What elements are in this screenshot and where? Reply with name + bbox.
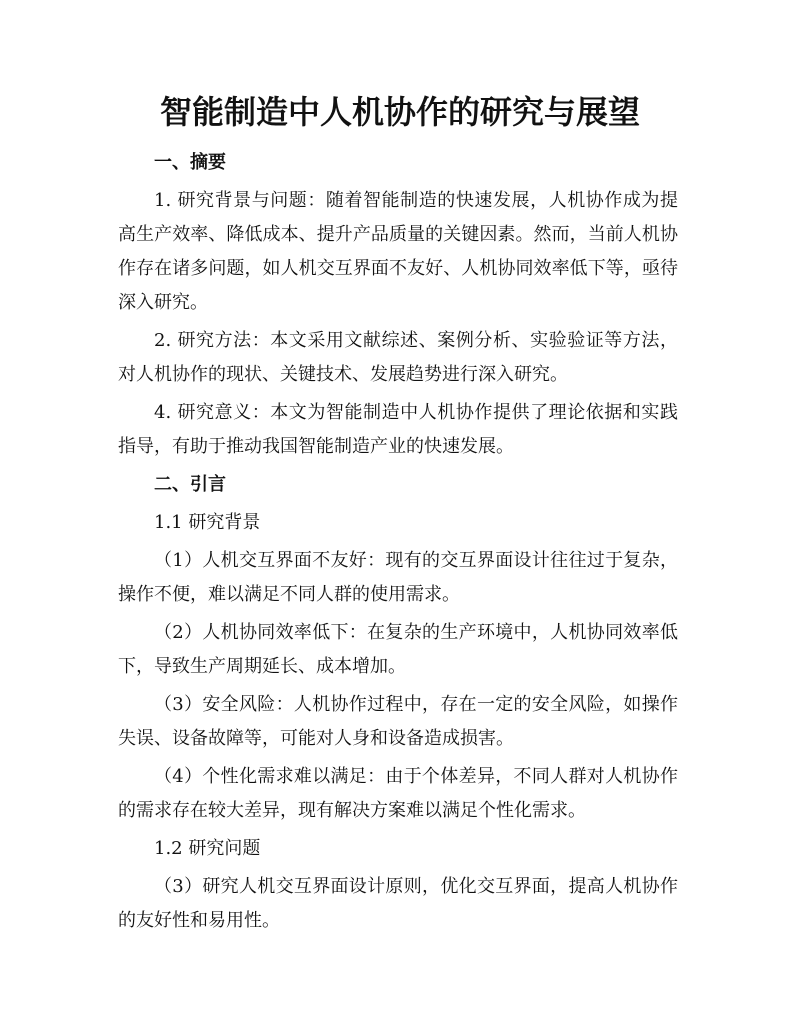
document-body bbox=[118, 146, 678, 942]
background-item: （2）人机协同效率低下：在复杂的生产环境中，人机协同效率低下，导致生产周期延长、成本增加。 bbox=[118, 622, 678, 677]
abstract-paragraph: 4. 研究意义：本文为智能制造中人机协作提供了理论依据和实践指导，有助于推动我国智能制造产业的快速发展。 bbox=[118, 402, 678, 457]
abstract-paragraph: 2. 研究方法：本文采用文献综述、案例分析、实验验证等方法，对人机协作的现状、关键技术、发展趋势进行深入研究。 bbox=[118, 330, 678, 385]
background-item: （1）人机交互界面不友好：现有的交互界面设计往往过于复杂，操作不便，难以满足不同人群的使用需求。 bbox=[118, 550, 678, 605]
abstract-paragraph: 1. 研究背景与问题：随着智能制造的快速发展，人机协作成为提高生产效率、降低成本、提升产品质量的关键因素。然而，当前人机协作存在诸多问题，如人机交互界面不友好、人机协同效率低下等，亟待深入研究。 bbox=[118, 190, 678, 313]
background-item: （4）个性化需求难以满足：由于个体差异，不同人群对人机协作的需求存在较大差异，现有解决方案难以满足个性化需求。 bbox=[118, 766, 678, 821]
document-title: 智能制造中人机协作的研究与展望 bbox=[159, 93, 640, 131]
subsection-heading-background: 1.1 研究背景 bbox=[154, 512, 261, 533]
background-item: （3）安全风险：人机协作过程中，存在一定的安全风险，如操作失误、设备故障等，可能对人身和设备造成损害。 bbox=[118, 694, 678, 749]
section-heading-abstract: 一、摘要 bbox=[154, 152, 226, 173]
question-item: （3）研究人机交互界面设计原则，优化交互界面，提高人机协作的友好性和易用性。 bbox=[118, 876, 678, 931]
section-heading-intro: 二、引言 bbox=[154, 474, 226, 495]
subsection-heading-questions: 1.2 研究问题 bbox=[154, 838, 261, 859]
